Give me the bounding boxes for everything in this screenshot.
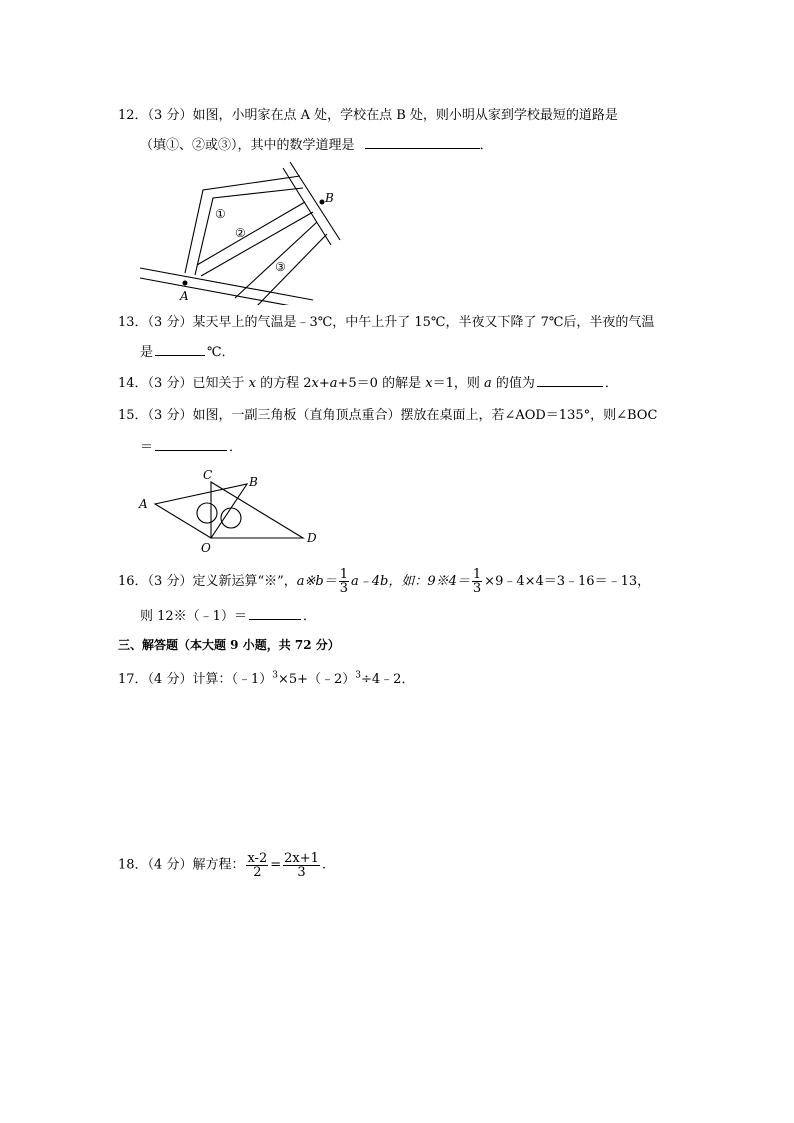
q18-line (118, 852, 326, 879)
label-o: O (201, 541, 211, 555)
q15-triangle-figure (135, 466, 325, 556)
frac-den: 3 (472, 581, 482, 596)
q14-mid3: +5＝0 的解是 (337, 376, 422, 391)
q16-fraction-2 (472, 568, 482, 595)
q16-end: ． (302, 609, 316, 624)
frac-num: 1 (472, 567, 482, 582)
label-b: B (249, 475, 258, 489)
q18-equals: = (270, 857, 282, 873)
q17-exp1: 3 (272, 670, 278, 681)
q16-expr3: ×9﹣4×4＝3﹣16＝﹣13， (484, 574, 651, 589)
q16-expr2: a﹣4b，如：9※4＝ (351, 574, 470, 589)
q15-end: ． (229, 440, 243, 455)
q16-line2-pre: 则 12※（﹣1）＝ (140, 609, 247, 624)
q17-post: ÷4﹣2． (361, 672, 415, 687)
label-a: A (139, 497, 148, 511)
label-c: C (203, 468, 213, 482)
point-b-dot (320, 200, 325, 205)
q14-var-x3: x (425, 376, 433, 391)
q16-line1 (118, 568, 650, 595)
q12-answer-blank[interactable] (365, 136, 480, 149)
road-1-label: ① (215, 207, 226, 221)
q18-left-den: 2 (253, 865, 262, 880)
q14-end: ． (604, 376, 618, 391)
q18-left-fraction (246, 852, 268, 879)
frac-den: 3 (339, 581, 348, 596)
label-a: A (180, 289, 189, 303)
q12-road-figure (135, 160, 345, 305)
q17-exp2: 3 (355, 670, 362, 681)
q14-var-x2: x (311, 376, 319, 391)
q13-line2-pre: 是 (140, 345, 154, 360)
label-b: B (325, 191, 334, 205)
q18-end: . (321, 857, 327, 873)
q13-line2-post: ℃． (207, 345, 235, 360)
q16-line2 (140, 605, 316, 624)
q14-answer-blank[interactable] (537, 374, 603, 387)
q17-mid: ×5+（﹣2） (277, 672, 356, 687)
q18-right-fraction (283, 852, 320, 879)
q18-right-num: 2x+1 (284, 851, 319, 866)
q14-line (118, 372, 618, 391)
road-3-label: ③ (275, 260, 286, 274)
label-d: D (307, 531, 317, 545)
q18-right-den: 3 (297, 865, 306, 880)
q15-line2-pre: ＝ (140, 440, 154, 455)
section3-title: 三、解答题（本大题 9 小题，共 72 分） (118, 638, 340, 652)
q13-answer-blank[interactable] (155, 343, 205, 356)
road-2-label: ② (235, 226, 246, 240)
q13-line2 (140, 341, 235, 360)
q13-line1: 13．（3 分）某天早上的气温是﹣3℃，中午上升了 15℃，半夜又下降了 7℃后，半夜的气温 (118, 315, 655, 330)
q15-line2 (140, 436, 242, 455)
q14-mid1: 的方程 2 (260, 376, 312, 391)
q12-line2-text: （填①、②或③），其中的数学道理是 (140, 138, 355, 153)
q16-expr1: a※b＝ (296, 574, 337, 589)
q12-end: ． (479, 138, 493, 153)
q14-var-a: a (329, 376, 338, 391)
point-a-dot (183, 281, 188, 286)
q16-answer-blank[interactable] (249, 607, 301, 620)
q14-var-a2: a (483, 376, 492, 391)
q14-pre: 14．（3 分）已知关于 (118, 376, 245, 391)
q18-left-num: x-2 (247, 851, 268, 866)
q14-mid5: 的值为 (495, 376, 535, 391)
q15-answer-blank[interactable] (155, 438, 227, 451)
q12-line2 (140, 134, 493, 153)
q14-mid4: ＝1，则 (432, 376, 480, 391)
q14-mid2: + (318, 376, 330, 391)
q16-fraction-1 (339, 568, 349, 595)
q17-line (118, 668, 414, 687)
q14-var-x: x (248, 376, 256, 391)
q12-line1: 12．（3 分）如图，小明家在点 A 处，学校在点 B 处，则小明从家到学校最短的道路是 (118, 108, 618, 123)
q17-pre: 17．（4 分）计算：（﹣1） (118, 672, 273, 687)
frac-num: 1 (339, 567, 348, 582)
q15-line1: 15．（3 分）如图，一副三角板（直角顶点重合）摆放在桌面上，若∠AOD＝135°，则∠BOC (118, 408, 658, 423)
q16-pre: 16．（3 分）定义新运算“※”， (118, 574, 297, 589)
q18-pre: 18．（4 分）解方程： (118, 857, 245, 873)
